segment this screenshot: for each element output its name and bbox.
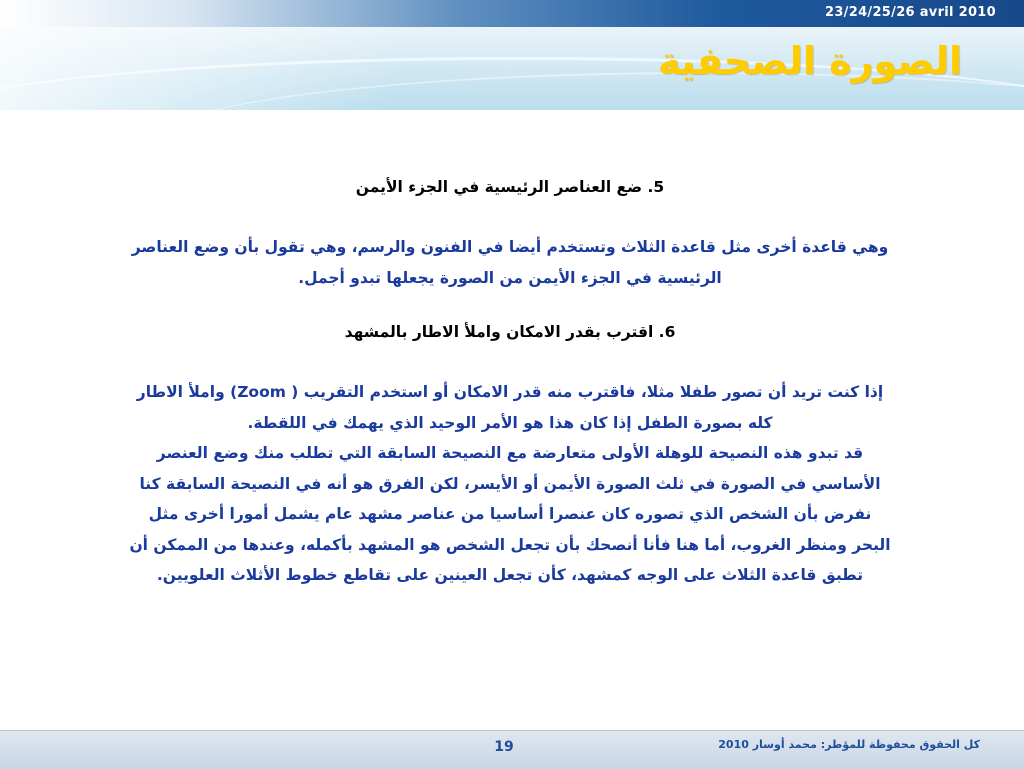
slide-title: الصورة الصحفية	[657, 39, 962, 83]
tip-6-line: نفرض بأن الشخص الذي تصوره كان عنصرا أساسيا من عناصر مشهد عام يشمل أمورا أخرى مثل	[148, 505, 872, 523]
tip-6-line: إذا كنت تريد أن تصور طفلا مثلا، فاقترب منه قدر الامكان أو استخدم التقريب ( Zoom) واملأ الاطار	[136, 383, 884, 401]
tip-6-line: الأساسي في الصورة في ثلث الصورة الأيمن أو الأيسر، لكن الفرق هو أنه في النصيحة السابقة كنا	[139, 474, 881, 493]
tip-6-line: البحر ومنظر الغروب، أما هنا فأنا أنصحك بأن تجعل الشخص هو المشهد بأكمله، وعندها من الممكن أن	[129, 535, 891, 554]
tip-5-heading: 5. ضع العناصر الرئيسية في الجزء الأيمن	[355, 178, 665, 196]
slide-content	[70, 172, 950, 591]
tip-5-line: الرئيسية في الجزء الأيمن من الصورة يجعلها تبدو أجمل.	[298, 268, 722, 287]
tip-6-heading: 6. اقترب بقدر الامكان واملأ الاطار بالمشهد	[344, 323, 676, 341]
top-bar	[0, 0, 1024, 27]
tip-6-line: كله بصورة الطفل إذا كان هذا هو الأمر الوحيد الذي يهمك في اللقطة.	[247, 413, 773, 432]
tip-5-line: وهي قاعدة أخرى مثل قاعدة الثلاث وتستخدم أيضا في الفنون والرسم، وهي تقول بأن وضع العناصر	[131, 238, 889, 256]
copyright-notice: كل الحقوق محفوظة للمؤطر: محمد أوسار 2010	[718, 738, 980, 751]
tip-6-line: تطبق قاعدة الثلاث على الوجه كمشهد، كأن تجعل العينين على تقاطع خطوط الأثلاث العلويين.	[156, 566, 864, 584]
tip-6-line: قد تبدو هذه النصيحة للوهلة الأولى متعارضة مع النصيحة السابقة التي تطلب منك وضع العنصر	[156, 444, 864, 462]
page-number: 19	[494, 739, 514, 755]
date-label: 23/24/25/26 avril 2010	[824, 5, 996, 20]
